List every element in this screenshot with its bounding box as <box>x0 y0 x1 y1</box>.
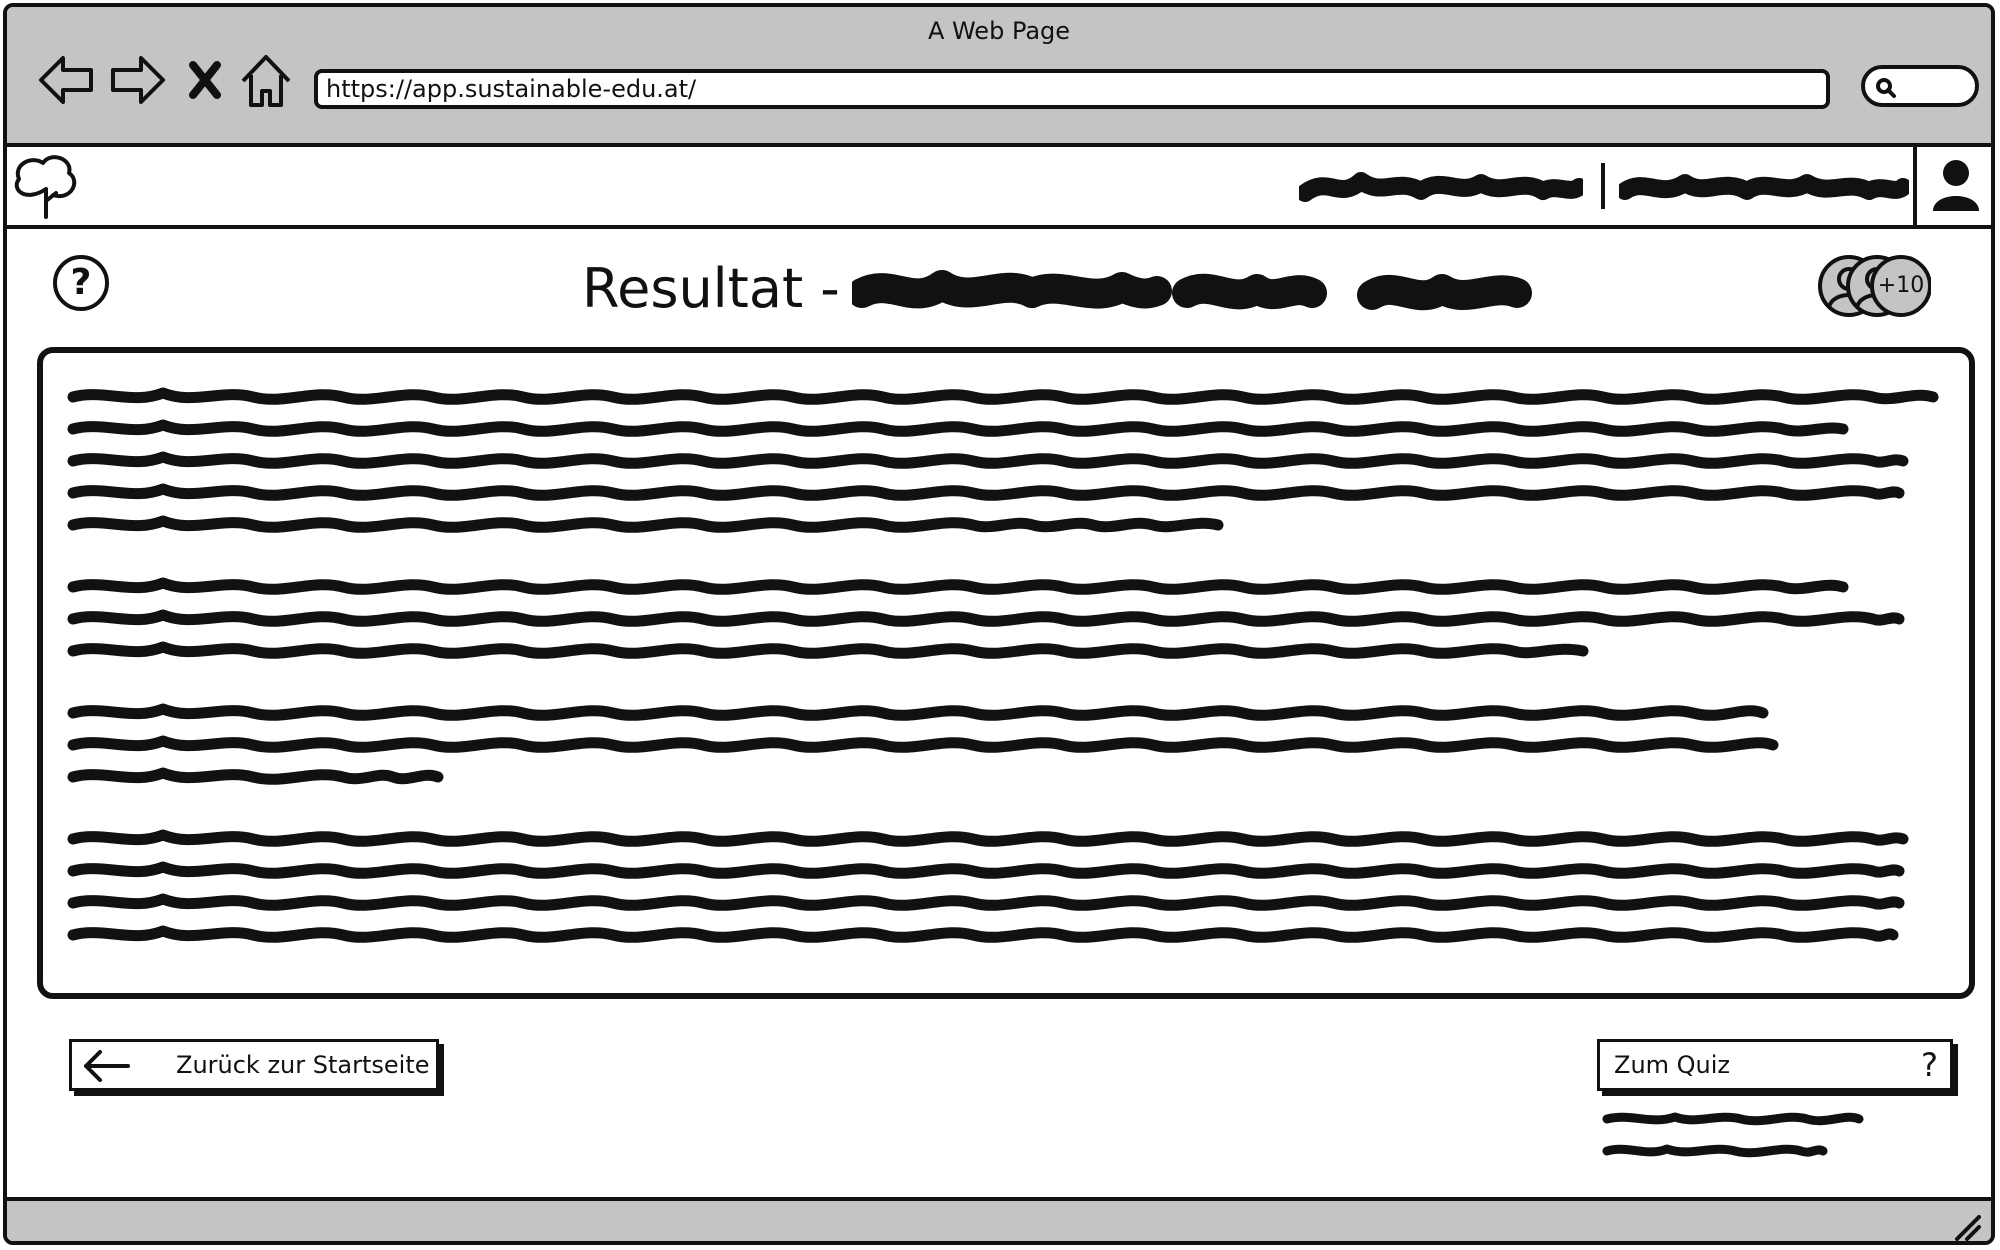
result-text-placeholder <box>43 353 1969 993</box>
text-line <box>73 457 1903 463</box>
page-title-prefix: Resultat - <box>582 257 840 320</box>
browser-window <box>3 3 1995 1245</box>
back-to-home-button[interactable] <box>69 1039 439 1091</box>
forward-arrow-icon[interactable] <box>107 49 169 111</box>
text-line <box>73 425 1843 431</box>
text-line <box>73 741 1773 747</box>
nav-link-2[interactable] <box>1619 167 1909 207</box>
text-line <box>73 521 1218 527</box>
back-button-label: Zurück zur Startseite <box>176 1051 430 1079</box>
url-bar[interactable]: https://app.sustainable-edu.at/ <box>314 69 1830 109</box>
resize-grip-icon[interactable] <box>1953 1213 1981 1241</box>
text-line <box>73 615 1899 621</box>
nav-link-1[interactable] <box>1299 167 1583 207</box>
collaborator-avatars[interactable] <box>1817 251 1931 321</box>
help-icon[interactable]: ? <box>53 255 109 311</box>
text-line <box>73 773 438 779</box>
quiz-hint-text <box>1601 1105 1871 1165</box>
page-title-topic <box>852 263 1532 321</box>
window-title: A Web Page <box>927 17 1071 45</box>
text-line <box>73 709 1763 715</box>
collaborator-count: +10 <box>1877 273 1925 298</box>
home-icon[interactable] <box>235 49 297 111</box>
text-line <box>73 835 1903 841</box>
stop-icon[interactable] <box>183 49 227 111</box>
user-menu[interactable] <box>1913 147 1991 225</box>
browser-titlebar <box>7 7 1991 147</box>
page-title <box>582 257 840 321</box>
app-header <box>7 147 1991 229</box>
text-line <box>73 931 1893 937</box>
text-line <box>73 899 1899 905</box>
arrow-left-icon <box>80 1048 132 1084</box>
user-icon <box>1929 155 1983 217</box>
result-content <box>37 347 1975 999</box>
search-icon <box>1875 77 1897 99</box>
text-line <box>73 583 1843 589</box>
browser-statusbar <box>7 1197 1991 1245</box>
quiz-button-label: Zum Quiz <box>1614 1051 1731 1079</box>
to-quiz-button[interactable] <box>1597 1039 1953 1091</box>
nav-divider <box>1601 163 1605 209</box>
text-line <box>73 489 1899 495</box>
question-mark-icon: ? <box>1921 1046 1938 1084</box>
text-line <box>73 393 1933 399</box>
back-arrow-icon[interactable] <box>35 49 97 111</box>
text-line <box>73 647 1583 653</box>
text-line <box>73 867 1899 873</box>
tree-icon[interactable] <box>11 151 81 221</box>
browser-search-box[interactable] <box>1861 65 1979 107</box>
